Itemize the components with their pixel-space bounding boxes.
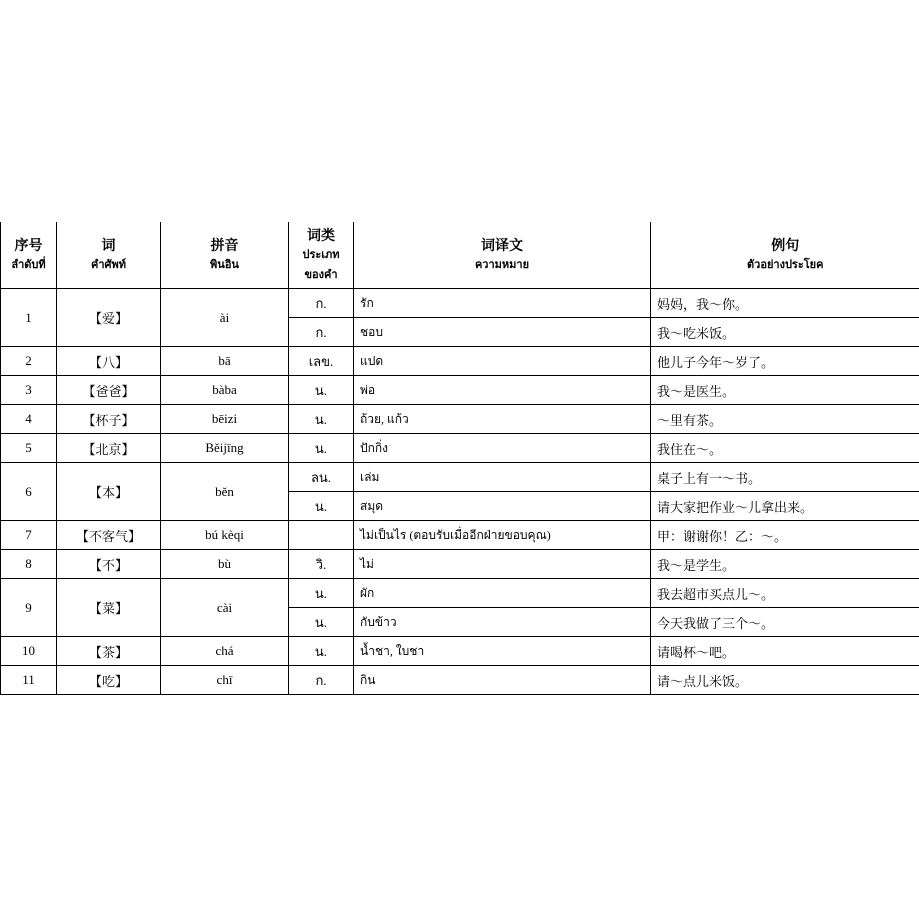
pinyin: běn [161, 463, 289, 521]
pinyin: cài [161, 579, 289, 637]
example-sentence: 我去超市买点儿～。 [651, 579, 919, 608]
row-number: 3 [1, 376, 57, 405]
pinyin: bā [161, 347, 289, 376]
part-of-speech: ก. [289, 666, 354, 695]
example-sentence: 我住在～。 [651, 434, 919, 463]
thai-meaning: ปักกิ่ง [354, 434, 651, 463]
thai-meaning: กับข้าว [354, 608, 651, 637]
pinyin: bù [161, 550, 289, 579]
thai-meaning: ชอบ [354, 318, 651, 347]
pinyin: bú kèqi [161, 521, 289, 550]
example-sentence: 他儿子今年～岁了。 [651, 347, 919, 376]
pinyin: bàba [161, 376, 289, 405]
table-row [1, 550, 919, 579]
row-number: 2 [1, 347, 57, 376]
pinyin: Běijīng [161, 434, 289, 463]
pinyin: ài [161, 289, 289, 347]
column-header-word [57, 222, 161, 289]
example-sentence: 请～点儿米饭。 [651, 666, 919, 695]
header-zh: 例句 [771, 239, 800, 254]
header-th: พินอิน [210, 259, 239, 271]
part-of-speech: น. [289, 637, 354, 666]
header-zh: 序号 [14, 239, 43, 254]
part-of-speech: วิ. [289, 550, 354, 579]
thai-meaning: กิน [354, 666, 651, 695]
example-sentence: 请大家把作业～儿拿出来。 [651, 492, 919, 521]
part-of-speech: น. [289, 434, 354, 463]
thai-meaning: ไม่เป็นไร (ตอบรับเมื่ออีกฝ่ายขอบคุณ) [354, 521, 651, 550]
thai-meaning: แปด [354, 347, 651, 376]
vocabulary-word: 【本】 [57, 463, 161, 521]
table-body [1, 289, 919, 695]
table-row [1, 289, 919, 318]
example-sentence: 今天我做了三个～。 [651, 608, 919, 637]
table-row [1, 637, 919, 666]
header-th: ความหมาย [474, 259, 530, 271]
vocabulary-word: 【北京】 [57, 434, 161, 463]
part-of-speech: น. [289, 579, 354, 608]
vocabulary-table [0, 222, 919, 695]
header-th: ลำดับที่ [11, 259, 46, 271]
pinyin: bēizi [161, 405, 289, 434]
example-sentence: 甲：谢谢你！乙：～。 [651, 521, 919, 550]
pinyin: chī [161, 666, 289, 695]
column-header-meaning [354, 222, 651, 289]
vocabulary-word: 【菜】 [57, 579, 161, 637]
vocabulary-word: 【爸爸】 [57, 376, 161, 405]
header-zh: 词译文 [481, 239, 523, 254]
row-number: 4 [1, 405, 57, 434]
header-zh: 词类 [307, 229, 335, 244]
row-number: 11 [1, 666, 57, 695]
table-row [1, 376, 919, 405]
part-of-speech [289, 521, 354, 550]
thai-meaning: ถ้วย, แก้ว [354, 405, 651, 434]
column-header-example [651, 222, 919, 289]
column-header-part-of-speech [289, 222, 354, 289]
thai-meaning: พ่อ [354, 376, 651, 405]
thai-meaning: ไม่ [354, 550, 651, 579]
thai-meaning: สมุด [354, 492, 651, 521]
header-zh: 词 [101, 239, 116, 254]
table-row [1, 347, 919, 376]
column-header-number [1, 222, 57, 289]
thai-meaning: รัก [354, 289, 651, 318]
thai-meaning: น้ำชา, ใบชา [354, 637, 651, 666]
table-row [1, 434, 919, 463]
thai-meaning: เล่ม [354, 463, 651, 492]
vocabulary-word: 【杯子】 [57, 405, 161, 434]
table-row [1, 521, 919, 550]
part-of-speech: น. [289, 608, 354, 637]
vocabulary-word: 【爱】 [57, 289, 161, 347]
example-sentence: 妈妈，我～你。 [651, 289, 919, 318]
example-sentence: ～里有茶。 [651, 405, 919, 434]
row-number: 10 [1, 637, 57, 666]
part-of-speech: น. [289, 492, 354, 521]
example-sentence: 我～是学生。 [651, 550, 919, 579]
header-row [1, 222, 919, 289]
header-th: ตัวอย่างประโยค [747, 259, 824, 271]
vocabulary-word: 【茶】 [57, 637, 161, 666]
row-number: 5 [1, 434, 57, 463]
vocabulary-word: 【八】 [57, 347, 161, 376]
table-row [1, 405, 919, 434]
part-of-speech: น. [289, 405, 354, 434]
vocabulary-word: 【不】 [57, 550, 161, 579]
row-number: 6 [1, 463, 57, 521]
table-row [1, 579, 919, 608]
header-zh: 拼音 [210, 239, 239, 254]
row-number: 1 [1, 289, 57, 347]
thai-meaning: ผัก [354, 579, 651, 608]
row-number: 7 [1, 521, 57, 550]
vocabulary-word: 【吃】 [57, 666, 161, 695]
header-th: คำศัพท์ [90, 259, 127, 271]
row-number: 8 [1, 550, 57, 579]
column-header-pinyin [161, 222, 289, 289]
table-row [1, 463, 919, 492]
pinyin: chá [161, 637, 289, 666]
example-sentence: 请喝杯～吧。 [651, 637, 919, 666]
part-of-speech: ก. [289, 289, 354, 318]
part-of-speech: ก. [289, 318, 354, 347]
part-of-speech: น. [289, 376, 354, 405]
row-number: 9 [1, 579, 57, 637]
header-th: ประเภทของคำ [302, 249, 340, 281]
table-row [1, 666, 919, 695]
example-sentence: 我～吃米饭。 [651, 318, 919, 347]
example-sentence: 我～是医生。 [651, 376, 919, 405]
vocabulary-word: 【不客气】 [57, 521, 161, 550]
part-of-speech: ลน. [289, 463, 354, 492]
example-sentence: 桌子上有一～书。 [651, 463, 919, 492]
part-of-speech: เลข. [289, 347, 354, 376]
